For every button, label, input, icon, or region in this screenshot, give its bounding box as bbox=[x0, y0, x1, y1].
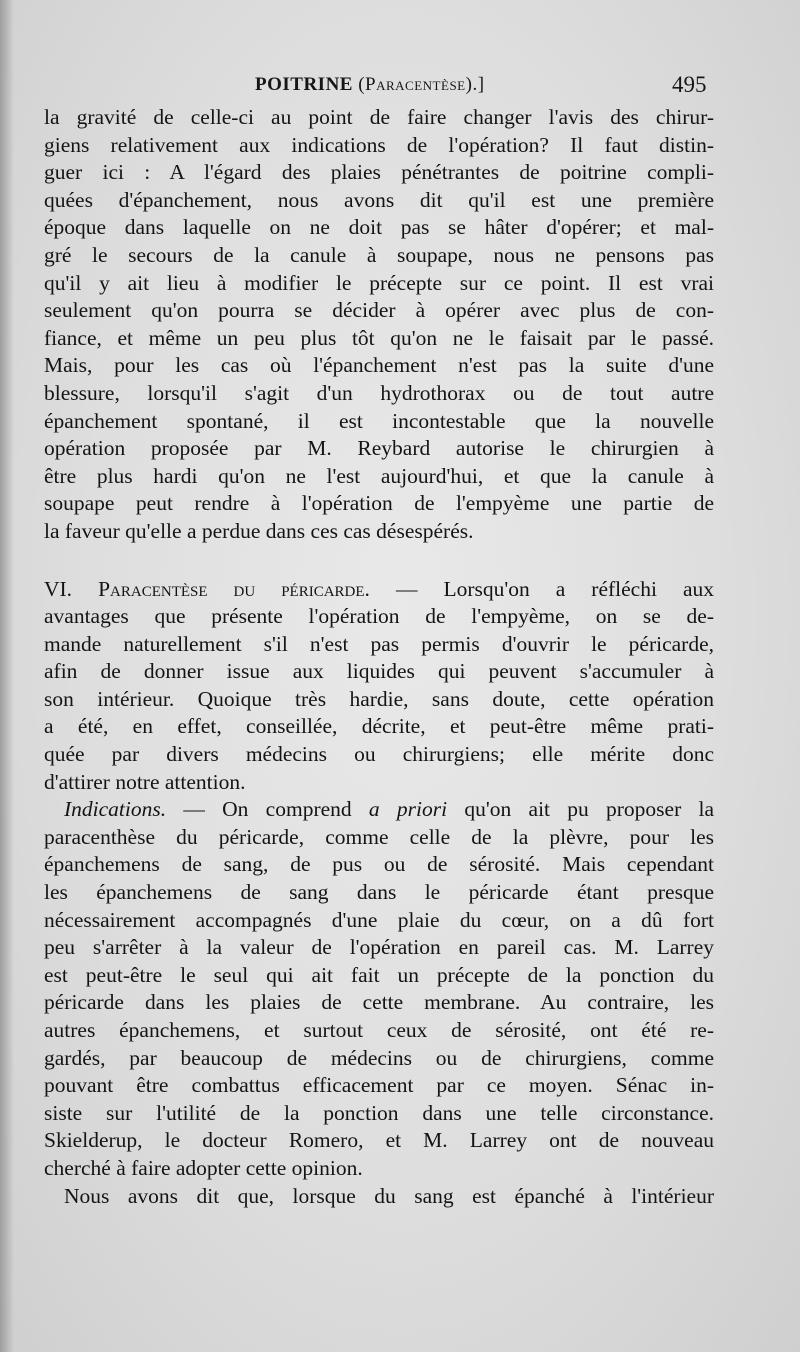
text-line: paracenthèse du péricarde, comme celle de la plèvre, pour les bbox=[44, 824, 714, 849]
indications-first-line bbox=[44, 796, 714, 824]
paragraph-indications bbox=[44, 796, 714, 1182]
paragraph-continuation bbox=[44, 104, 714, 546]
text-line: son intérieur. Quoique très hardie, sans doute, cette opération bbox=[44, 686, 714, 711]
indications-heading: Indications. bbox=[64, 797, 167, 822]
text-line: quée par divers médecins ou chirurgiens; elle mérite donc bbox=[44, 742, 714, 767]
page-gutter-shadow bbox=[0, 0, 14, 1352]
section-heading: VI. Paracentèse du péricarde. bbox=[44, 576, 370, 601]
section-paracentese-pericarde bbox=[44, 576, 714, 797]
text-line: la gravité de celle-ci au point de faire changer l'avis des chirur- bbox=[44, 105, 714, 129]
text-line: nécessairement accompagnés d'une plaie du cœur, on a dû fort bbox=[44, 907, 714, 932]
text-line: d'attirer notre attention. bbox=[44, 769, 246, 794]
text-line: giens relativement aux indications de l'opération? Il faut distin- bbox=[44, 132, 714, 157]
text-line: blessure, lorsqu'il s'agit d'un hydrothorax ou de tout autre bbox=[44, 380, 714, 405]
text-line: fiance, et même un peu plus tôt qu'on ne le faisait par le passé. bbox=[44, 325, 714, 350]
text-line: Skielderup, le docteur Romero, et M. Larrey ont de nouveau bbox=[44, 1128, 714, 1153]
text-line: afin de donner issue aux liquides qui peuvent s'accumuler à bbox=[44, 659, 714, 684]
indications-text-post: qu'on ait pu proposer la bbox=[464, 797, 715, 822]
text-line: cherché à faire adopter cette opinion. bbox=[44, 1155, 363, 1180]
indications-text-latin: a priori bbox=[368, 797, 448, 822]
text-line: soupape peut rendre à l'opération de l'empyème une partie de bbox=[44, 491, 714, 516]
body-text bbox=[44, 104, 714, 1210]
text-line: siste sur l'utilité de la ponction dans une telle circonstance. bbox=[44, 1100, 714, 1125]
text-line: mande naturellement s'il n'est pas permis d'ouvrir le péricarde, bbox=[44, 631, 714, 656]
text-line: seulement qu'on pourra se décider à opérer avec plus de con- bbox=[44, 298, 714, 323]
text-line: Nous avons dit que, lorsque du sang est épanché à l'intérieur bbox=[64, 1183, 714, 1208]
indications-text-pre: — On comprend bbox=[183, 797, 352, 822]
text-line: épanchemens de sang, de pus ou de sérosité. Mais cependant bbox=[44, 852, 714, 877]
page-number: 495 bbox=[672, 72, 707, 97]
text-line: a été, en effet, conseillée, décrite, et peut-être même prati- bbox=[44, 714, 714, 739]
text-line: les épanchemens de sang dans le péricarde étant presque bbox=[44, 880, 714, 905]
running-head-sub: (Paracentèse).] bbox=[358, 74, 485, 95]
text-line: gardés, par beaucoup de médecins ou de chirurgiens, comme bbox=[44, 1045, 714, 1070]
text-line: gré le secours de la canule à soupape, nous ne pensons pas bbox=[44, 242, 714, 267]
text-line: pouvant être combattus efficacement par ce moyen. Sénac in- bbox=[44, 1073, 714, 1098]
text-line: qu'il y ait lieu à modifier le précepte sur ce point. Il est vrai bbox=[44, 270, 714, 295]
section-gap bbox=[44, 546, 714, 576]
running-head-main: POITRINE bbox=[255, 74, 353, 95]
text-line: époque dans laquelle on ne doit pas se hâter d'opérer; et mal- bbox=[44, 215, 714, 240]
text-line: épanchement spontané, il est incontestable que la nouvelle bbox=[44, 408, 714, 433]
paragraph-final bbox=[44, 1183, 714, 1211]
text-line: Mais, pour les cas où l'épanchement n'est pas la suite d'une bbox=[44, 353, 714, 378]
text-line: la faveur qu'elle a perdue dans ces cas désespérés. bbox=[44, 518, 474, 543]
text-line: opération proposée par M. Reybard autorise le chirurgien à bbox=[44, 436, 714, 461]
text-line: est peut-être le seul qui ait fait un précepte de la ponction du bbox=[44, 962, 714, 987]
text-line: autres épanchemens, et surtout ceux de sérosité, ont été re- bbox=[44, 1018, 714, 1042]
text-line: quées d'épanchement, nous avons dit qu'il est une première bbox=[44, 187, 714, 212]
text-line: être plus hardi qu'on ne l'est aujourd'hui, et que la canule à bbox=[44, 463, 714, 488]
section-first-line-text: — Lorsqu'on a réfléchi aux bbox=[395, 576, 715, 601]
text-line: peu s'arrêter à la valeur de l'opération en pareil cas. M. Larrey bbox=[44, 935, 714, 960]
running-head bbox=[0, 74, 800, 102]
running-head-title bbox=[255, 74, 485, 96]
section-first-line bbox=[44, 576, 714, 604]
text-line: guer ici : A l'égard des plaies pénétrantes de poitrine compli- bbox=[44, 160, 714, 185]
text-line: péricarde dans les plaies de cette membrane. Au contraire, les bbox=[44, 990, 714, 1015]
text-line: avantages que présente l'opération de l'empyème, on se de- bbox=[44, 604, 714, 629]
